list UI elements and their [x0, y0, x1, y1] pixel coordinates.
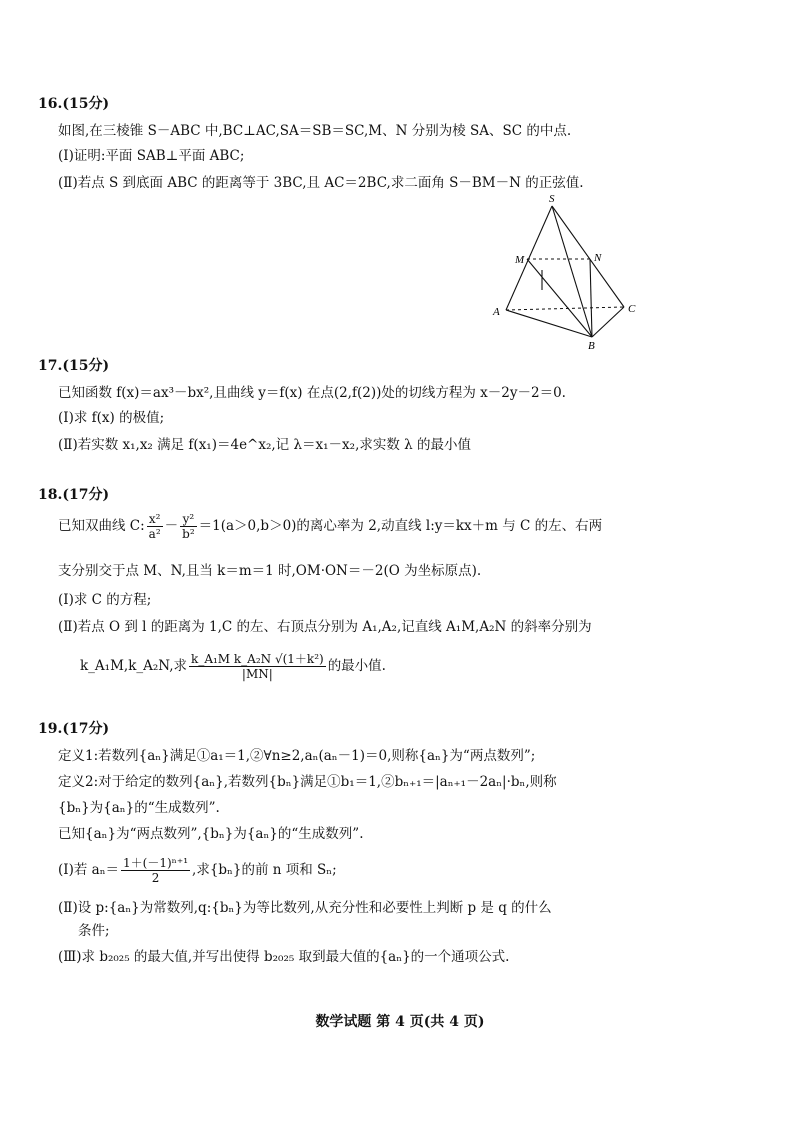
q17-part2: (Ⅱ)若实数 x₁,x₂ 满足 f(x₁)＝4e^x₂,记 λ＝x₁－x₂,求实数 λ 的最小值 — [58, 437, 472, 453]
q19-part1-prefix: (Ⅰ)若 aₙ＝ — [58, 862, 120, 878]
edge-AB — [506, 310, 592, 337]
q16-part1: (Ⅰ)证明:平面 SAB⊥平面 ABC; — [58, 148, 245, 164]
label-C: C — [628, 303, 636, 315]
q18-frac1-num: x² — [147, 512, 163, 527]
q19-part3: (Ⅲ)求 b₂₀₂₅ 的最大值,并写出使得 b₂₀₂₅ 取到最大值的{aₙ}的一个通项公式. — [58, 949, 510, 965]
q19-part1 — [58, 856, 337, 885]
q18-part2-formula — [80, 652, 386, 681]
edge-SB — [552, 206, 592, 337]
q19-part1-suffix: ,求{bₙ}的前 n 项和 Sₙ; — [192, 862, 337, 878]
q17-stem: 已知函数 f(x)＝ax³－bx²,且曲线 y＝f(x) 在点(2,f(2))处的切线方程为 x－2y－2＝0. — [58, 385, 566, 401]
q18-frac-y — [180, 512, 197, 541]
q18-part2-den: |MN| — [241, 667, 273, 681]
q18-part1: (Ⅰ)求 C 的方程; — [58, 592, 152, 608]
q18-stem — [58, 512, 602, 541]
q19-part2: (Ⅱ)设 p:{aₙ}为常数列,q:{bₙ}为等比数列,从充分性和必要性上判断 p 是 q 的什么 — [58, 900, 552, 916]
q16-part2: (Ⅱ)若点 S 到底面 ABC 的距离等于 3BC,且 AC＝2BC,求二面角 S－BM－N 的正弦值. — [58, 175, 584, 191]
q18-stem-prefix: 已知双曲线 C: — [58, 518, 145, 534]
q18-number: 18.(17分) — [38, 487, 110, 503]
q19-def1: 定义1:若数列{aₙ}满足①a₁＝1,②∀n≥2,aₙ(aₙ－1)＝0,则称{aₙ}为“两点数列”; — [58, 748, 536, 764]
label-M: M — [515, 254, 525, 266]
q18-part2: (Ⅱ)若点 O 到 l 的距离为 1,C 的左、右顶点分别为 A₁,A₂,记直线 A₁M,A₂N 的斜率分别为 — [58, 619, 592, 635]
edge-MB — [527, 259, 592, 337]
q18-minus: － — [164, 518, 179, 534]
q19-def2-cont: {bₙ}为{aₙ}的“生成数列”. — [58, 800, 220, 816]
edge-SC — [552, 206, 624, 307]
q18-stem-line2: 支分别交于点 M、N,且当 k＝m＝1 时,OM·ON＝－2(O 为坐标原点). — [58, 563, 482, 579]
q18-frac1-den: a² — [148, 527, 161, 541]
q18-part2-suffix: 的最小值. — [327, 658, 386, 674]
q19-part2-cont: 条件; — [78, 923, 110, 939]
q18-frac2-num: y² — [180, 512, 197, 527]
edge-AC-dashed — [506, 307, 624, 310]
edge-BC — [592, 307, 624, 337]
q18-frac-x — [147, 512, 163, 541]
q19-part1-den: 2 — [151, 871, 160, 885]
q16-stem: 如图,在三棱锥 S－ABC 中,BC⊥AC,SA＝SB＝SC,M、N 分别为棱 SA、SC 的中点. — [58, 123, 572, 139]
q17-part1: (Ⅰ)求 f(x) 的极值; — [58, 410, 165, 426]
q16-number: 16.(15分) — [38, 96, 110, 112]
label-B: B — [588, 340, 595, 350]
page-footer: 数学试题 第 4 页(共 4 页) — [315, 1014, 485, 1030]
q19-part1-frac — [121, 856, 190, 885]
edge-NB — [590, 259, 592, 337]
q18-part2-prefix: k_A₁M,k_A₂N,求 — [80, 658, 188, 674]
q17-number: 17.(15分) — [38, 358, 110, 374]
label-N: N — [594, 252, 602, 264]
label-A: A — [493, 306, 500, 318]
edge-SA — [506, 206, 552, 310]
pyramid-figure — [490, 192, 640, 350]
q19-given: 已知{aₙ}为“两点数列”,{bₙ}为{aₙ}的“生成数列”. — [58, 826, 364, 842]
q19-part1-num: 1＋(－1)ⁿ⁺¹ — [123, 856, 189, 870]
q18-part2-num: k_A₁M k_A₂N √(1＋k²) — [191, 652, 324, 666]
q18-stem-suffix: ＝1(a＞0,b＞0)的离心率为 2,动直线 l:y＝kx＋m 与 C 的左、右两 — [198, 518, 603, 534]
q18-part2-frac — [189, 652, 326, 681]
label-S: S — [549, 193, 555, 205]
q19-def2: 定义2:对于给定的数列{aₙ},若数列{bₙ}满足①b₁＝1,②bₙ₊₁＝|aₙ₊₁－2aₙ|·bₙ,则称 — [58, 774, 557, 790]
q19-number: 19.(17分) — [38, 721, 110, 737]
q18-frac2-den: b² — [182, 527, 195, 541]
